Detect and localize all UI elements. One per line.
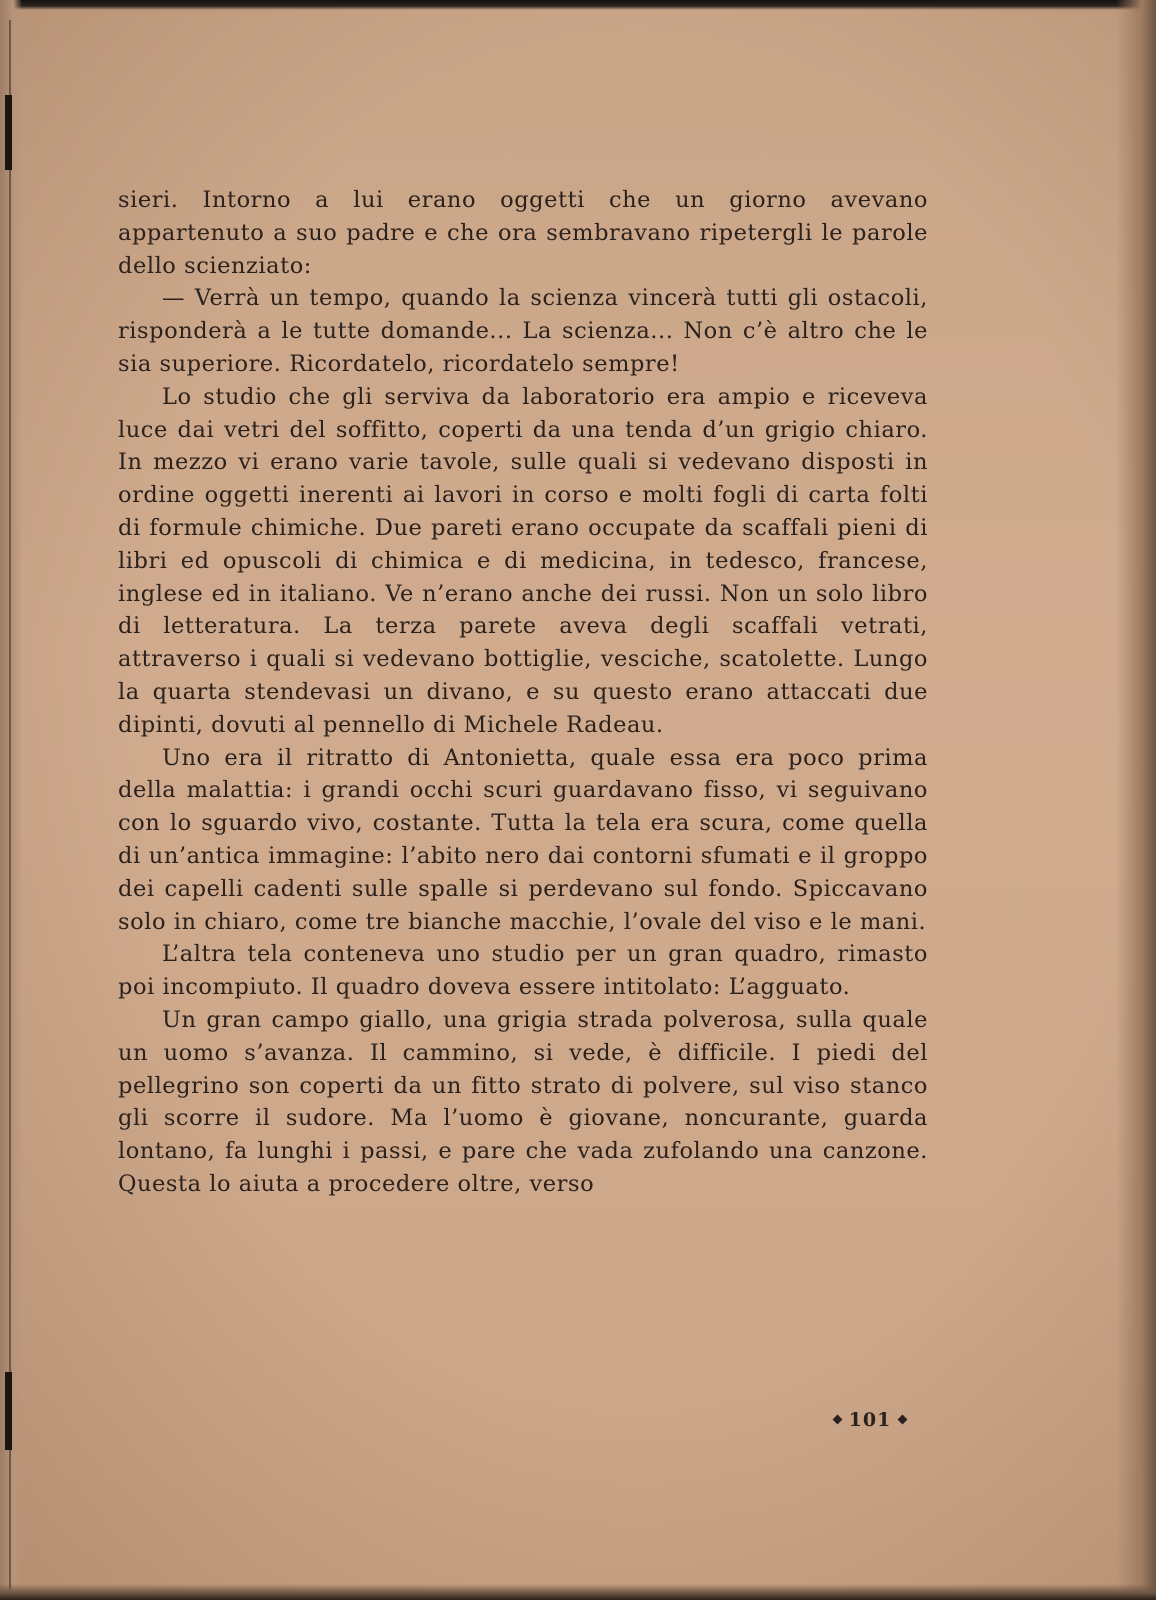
paragraph: Uno era il ritratto di Antonietta, quale essa era poco prima della malattia: i grandi occhi scuri guardavano fisso, vi seguivano con lo sguardo vivo, costante. Tutta la tela era scura, come quella di un’antica immagine: l’abito nero dai contorni sfumati e il groppo dei capelli cadenti sulle spalle si perdevano sul fondo. Spiccavano solo in chiaro, come tre bianche macchie, l’ovale del viso e le mani.: [118, 744, 928, 935]
diamond-ornament-icon: [898, 1415, 908, 1425]
page-binding-edge: [0, 0, 22, 1600]
page-number-text: 101: [848, 1409, 892, 1431]
paragraph: sieri. Intorno a lui erano oggetti che un giorno avevano appartenuto a suo padre e che ora sembravano ripetergli le parole dello scienziato:: [118, 187, 928, 279]
page-top-edge: [0, 0, 1156, 10]
paragraph: Un gran campo giallo, una grigia strada polverosa, sulla quale un uomo s’avanza. Il cammino, si vede, è difficile. I piedi del pellegrino son coperti da un fitto strato di polvere, sul viso stanco gli scorre il sudore. Ma l’uomo è giovane, noncurante, guarda lontano, fa lunghi i passi, e pare che vada zufolando una canzone. Questa lo aiuta a procedere oltre, verso: [118, 1006, 928, 1197]
page-right-edge: [1116, 0, 1156, 1600]
page-number: [820, 1409, 920, 1431]
binding-line: [9, 20, 11, 1590]
paragraph: L’altra tela conteneva uno studio per un gran quadro, rimasto poi incompiuto. Il quadro doveva essere intitolato: L’agguato.: [118, 941, 928, 1001]
page-bottom-edge: [0, 1584, 1156, 1600]
diamond-ornament-icon: [832, 1415, 842, 1425]
body-text: [118, 184, 928, 1201]
binding-mark-top: [5, 95, 12, 170]
binding-mark-bottom: [5, 1372, 12, 1450]
paragraph: Lo studio che gli serviva da laboratorio era ampio e riceveva luce dai vetri del soffitto, coperti da una tenda d’un grigio chiaro. In mezzo vi erano varie tavole, sulle quali si vedevano disposti in ordine oggetti inerenti ai lavori in corso e molti fogli di carta folti di formule chimiche. Due pareti erano occupate da scaffali pieni di libri ed opuscoli di chimica e di medicina, in tedesco, francese, inglese ed in italiano. Ve n’erano anche dei russi. Non un solo libro di letteratura. La terza parete aveva degli scaffali vetrati, attraverso i quali si vedevano bottiglie, vesciche, scatolette. Lungo la quarta stendevasi un divano, e su questo erano attaccati due dipinti, dovuti al pennello di Michele Radeau.: [118, 383, 928, 738]
paragraph: — Verrà un tempo, quando la scienza vincerà tutti gli ostacoli, risponderà a le tutte domande... La scienza... Non c’è altro che le sia superiore. Ricordatelo, ricordatelo sempre!: [118, 285, 928, 377]
